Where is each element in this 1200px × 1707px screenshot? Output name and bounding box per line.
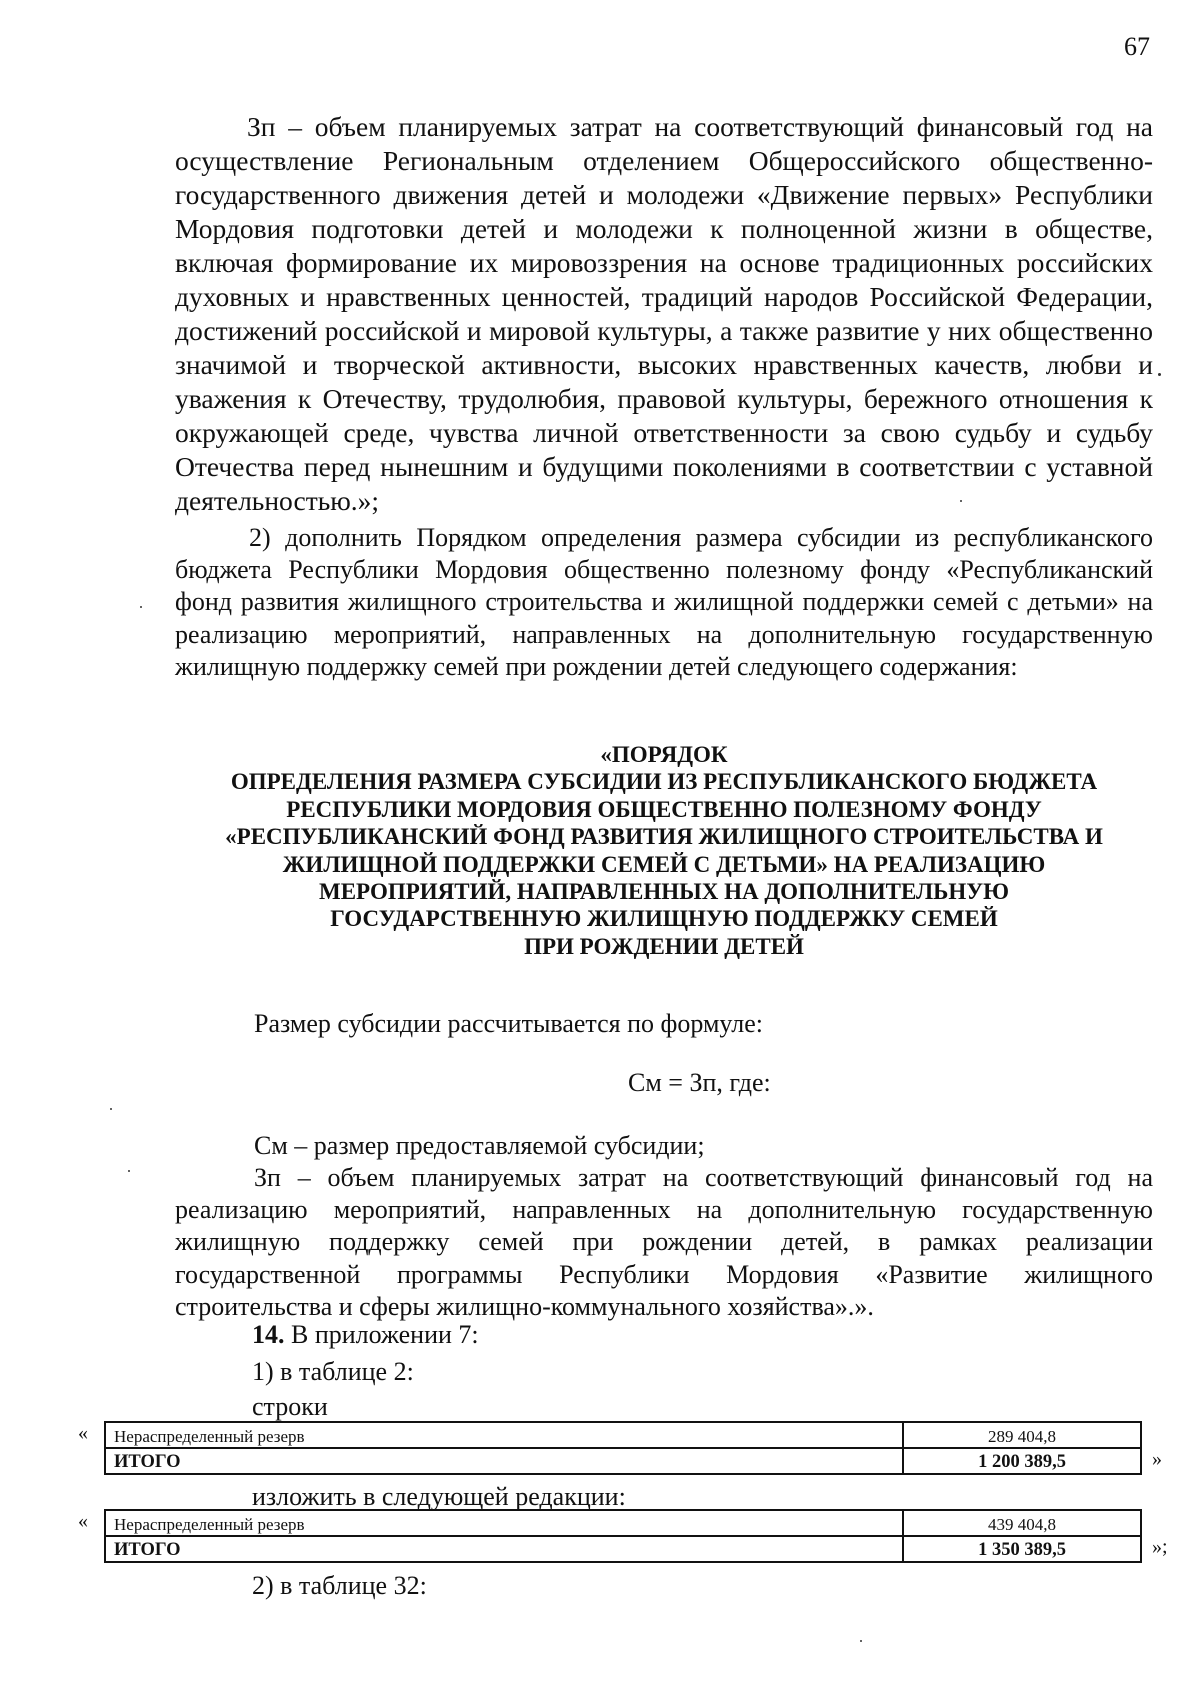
title-line: «РЕСПУБЛИКАНСКИЙ ФОНД РАЗВИТИЯ ЖИЛИЩНОГО СТРОИТЕЛЬСТВА И xyxy=(225,824,1103,850)
scan-speck xyxy=(1158,373,1161,376)
quote-close-new: »; xyxy=(1152,1536,1168,1558)
table-row xyxy=(105,1422,1141,1448)
item-14-number: 14. xyxy=(252,1320,285,1349)
row-label: Нераспределенный резерв xyxy=(105,1510,903,1536)
quote-open-old: « xyxy=(78,1422,88,1444)
total-label: ИТОГО xyxy=(105,1536,903,1562)
total-value: 1 350 389,5 xyxy=(903,1536,1141,1562)
definition-cm: См – размер предоставляемой субсидии; xyxy=(254,1131,705,1160)
title-line: ОПРЕДЕЛЕНИЯ РАЗМЕРА СУБСИДИИ ИЗ РЕСПУБЛИКАНСКОГО БЮДЖЕТА xyxy=(230,769,1098,795)
new-edition-label: изложить в следующей редакции: xyxy=(252,1482,626,1511)
table-2-intro: 1) в таблице 2: xyxy=(252,1357,414,1386)
item-14 xyxy=(252,1320,479,1350)
title-line: МЕРОПРИЯТИЙ, НАПРАВЛЕННЫХ НА ДОПОЛНИТЕЛЬНУЮ xyxy=(318,879,1010,905)
row-value: 289 404,8 xyxy=(903,1422,1141,1448)
scan-speck xyxy=(960,500,962,502)
title-line: ПРИ РОЖДЕНИИ ДЕТЕЙ xyxy=(524,933,804,959)
row-value: 439 404,8 xyxy=(903,1510,1141,1536)
formula-intro: Размер субсидии рассчитывается по формуле: xyxy=(254,1009,764,1038)
title-line: ГОСУДАРСТВЕННУЮ ЖИЛИЩНУЮ ПОДДЕРЖКУ СЕМЕЙ xyxy=(330,906,998,932)
row-label: Нераспределенный резерв xyxy=(105,1422,903,1448)
quote-close-old: » xyxy=(1152,1448,1162,1470)
title-line: ЖИЛИЩНОЙ ПОДДЕРЖКИ СЕМЕЙ С ДЕТЬМИ» НА РЕАЛИЗАЦИЮ xyxy=(282,851,1046,877)
table-row-total xyxy=(105,1536,1141,1562)
table-32-intro: 2) в таблице 32: xyxy=(252,1571,427,1600)
item-14-text: В приложении 7: xyxy=(291,1320,479,1349)
total-label: ИТОГО xyxy=(105,1448,903,1474)
paragraph-zp-definition: Зп – объем планируемых затрат на соответствующий финансовый год на осуществление Региональным отделением Общероссийского общественно-государственного движения детей и молодежи «Движение первых» Республики Мордовия подготовки детей и молодежи к полноценной жизни в обществе, включая формирование их мировоззрения на основе традиционных российских духовных и нравственных ценностей, традиций народов Российской Федерации, достижений российской и мировой культуры, а также развитие у них общественно значимой и творческой активности, высоких нравственных качеств, любви и уважения к Отечеству, трудолюбия, правовой культуры, бережного отношения к окружающей среде, чувства личной ответственности за свою судьбу и судьбу Отечества перед нынешним и будущими поколениями в соответствии с уставной деятельностью.»; xyxy=(175,111,1153,516)
table-old-edition xyxy=(104,1421,1142,1475)
scan-speck xyxy=(140,606,142,608)
table-row xyxy=(105,1510,1141,1536)
scan-speck xyxy=(110,1108,112,1110)
total-value: 1 200 389,5 xyxy=(903,1448,1141,1474)
title-line: «ПОРЯДОК xyxy=(600,742,728,767)
table-row-total xyxy=(105,1448,1141,1474)
definition-zp: Зп – объем планируемых затрат на соответствующий финансовый год на реализацию мероприятий, направленных на дополнительную государственную жилищную поддержку семей при рождении детей, в рамках реализации государственной программы Республики Мордовия «Развитие жилищного строительства и сферы жилищно-коммунального хозяйства».». xyxy=(175,1163,1153,1321)
table-new-edition xyxy=(104,1509,1142,1563)
paragraph-item-2: 2) дополнить Порядком определения размера субсидии из республиканского бюджета Республики Мордовия общественно полезному фонду «Республиканский фонд развития жилищного строительства и жилищной поддержки семей с детьми» на реализацию мероприятий, направленных на дополнительную государственную жилищную поддержку семей при рождении детей следующего содержания: xyxy=(175,523,1153,681)
formula: См = Зп, где: xyxy=(628,1068,771,1097)
rows-label: строки xyxy=(252,1392,328,1421)
scan-speck xyxy=(128,1170,130,1172)
quote-open-new: « xyxy=(78,1510,88,1532)
procedure-title xyxy=(175,741,1153,960)
page-number: 67 xyxy=(1124,32,1150,61)
scan-speck xyxy=(860,1640,862,1642)
title-line: РЕСПУБЛИКИ МОРДОВИЯ ОБЩЕСТВЕННО ПОЛЕЗНОМУ ФОНДУ xyxy=(286,796,1042,822)
